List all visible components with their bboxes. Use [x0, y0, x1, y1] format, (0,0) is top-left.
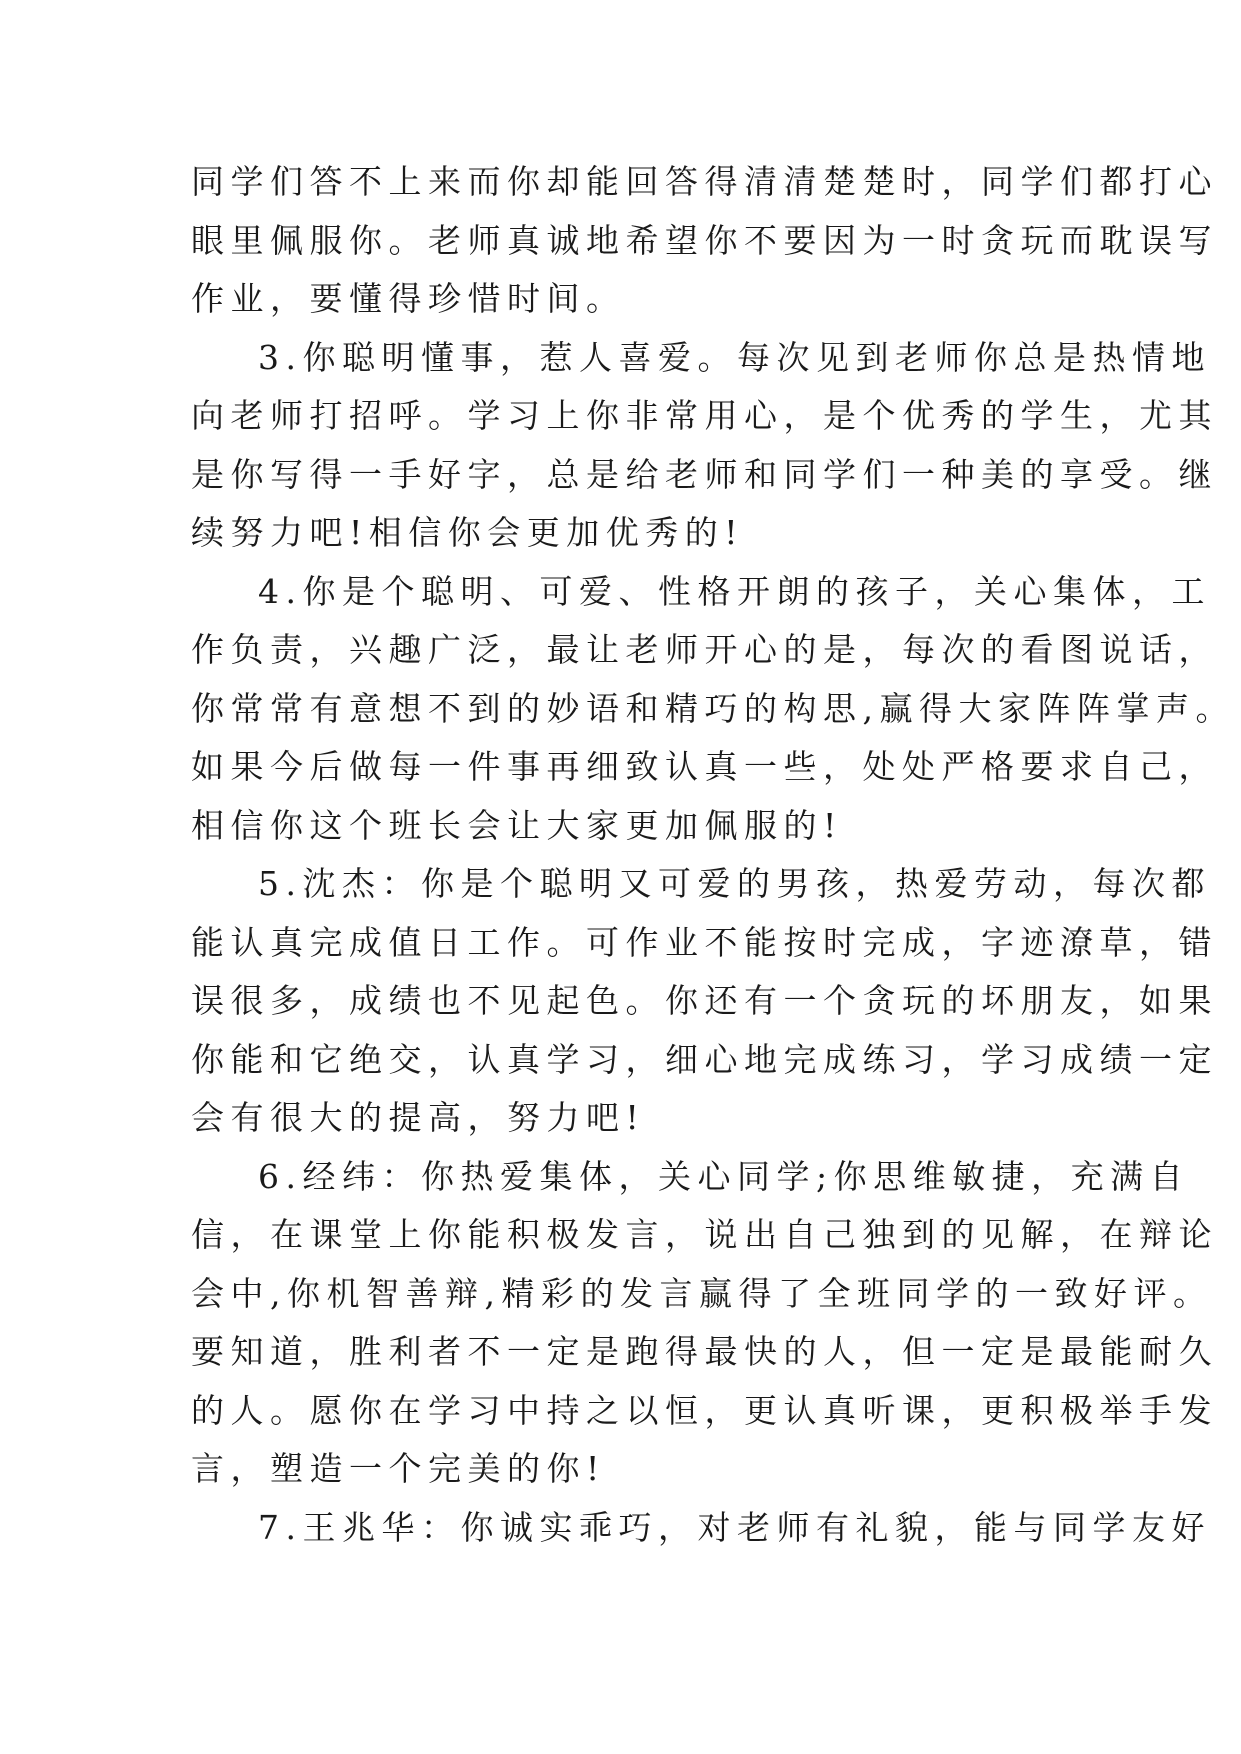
text-line: 是你写得一手好字，总是给老师和同学们一种美的享受。继 [191, 454, 1218, 494]
paragraph-3-first-line: 3.你聪明懂事，惹人喜爱。每次见到老师你总是热情地 [258, 337, 1211, 377]
text-line: 你能和它绝交，认真学习，细心地完成练习，学习成绩一定 [191, 1039, 1218, 1079]
text-line: 眼里佩服你。老师真诚地希望你不要因为一时贪玩而耽误写 [191, 220, 1218, 260]
text-line: 的人。愿你在学习中持之以恒，更认真听课，更积极举手发 [191, 1390, 1218, 1430]
text-line: 同学们答不上来而你却能回答得清清楚楚时，同学们都打心 [191, 162, 1218, 201]
paragraph-4-first-line: 4.你是个聪明、可爱、性格开朗的孩子，关心集体，工 [258, 571, 1211, 611]
text-line: 言，塑造一个完美的你! [191, 1449, 606, 1488]
text-line: 信，在课堂上你能积极发言，说出自己独到的见解，在辩论 [191, 1215, 1218, 1254]
text-line: 要知道，胜利者不一定是跑得最快的人，但一定是最能耐久 [191, 1332, 1218, 1371]
text-line: 作业，要懂得珍惜时间。 [191, 279, 626, 318]
text-line: 误很多，成绩也不见起色。你还有一个贪玩的坏朋友，如果 [191, 981, 1218, 1020]
text-line: 你常常有意想不到的妙语和精巧的构思,赢得大家阵阵掌声。 [191, 688, 1235, 728]
text-line: 能认真完成值日工作。可作业不能按时完成，字迹潦草，错 [191, 922, 1218, 962]
text-line: 相信你这个班长会让大家更加佩服的! [191, 805, 843, 845]
text-line: 如果今后做每一件事再细致认真一些，处处严格要求自己， [191, 747, 1218, 786]
paragraph-7-first-line: 7.王兆华：你诚实乖巧，对老师有礼貌，能与同学友好 [258, 1507, 1211, 1547]
paragraph-5-first-line: 5.沈杰：你是个聪明又可爱的男孩，热爱劳动，每次都 [258, 864, 1211, 903]
paragraph-6-first-line: 6.经纬：你热爱集体，关心同学;你思维敏捷，充满自 [258, 1156, 1190, 1196]
text-line: 向老师打招呼。学习上你非常用心，是个优秀的学生，尤其 [191, 396, 1218, 435]
text-line: 续努力吧!相信你会更加优秀的! [191, 513, 745, 552]
text-line: 会有很大的提高，努力吧! [191, 1098, 646, 1137]
text-line: 作负责，兴趣广泛，最让老师开心的是，每次的看图说话， [191, 630, 1218, 669]
document-body [191, 162, 1235, 1566]
text-line: 会中,你机智善辩,精彩的发言赢得了全班同学的一致好评。 [191, 1273, 1213, 1313]
